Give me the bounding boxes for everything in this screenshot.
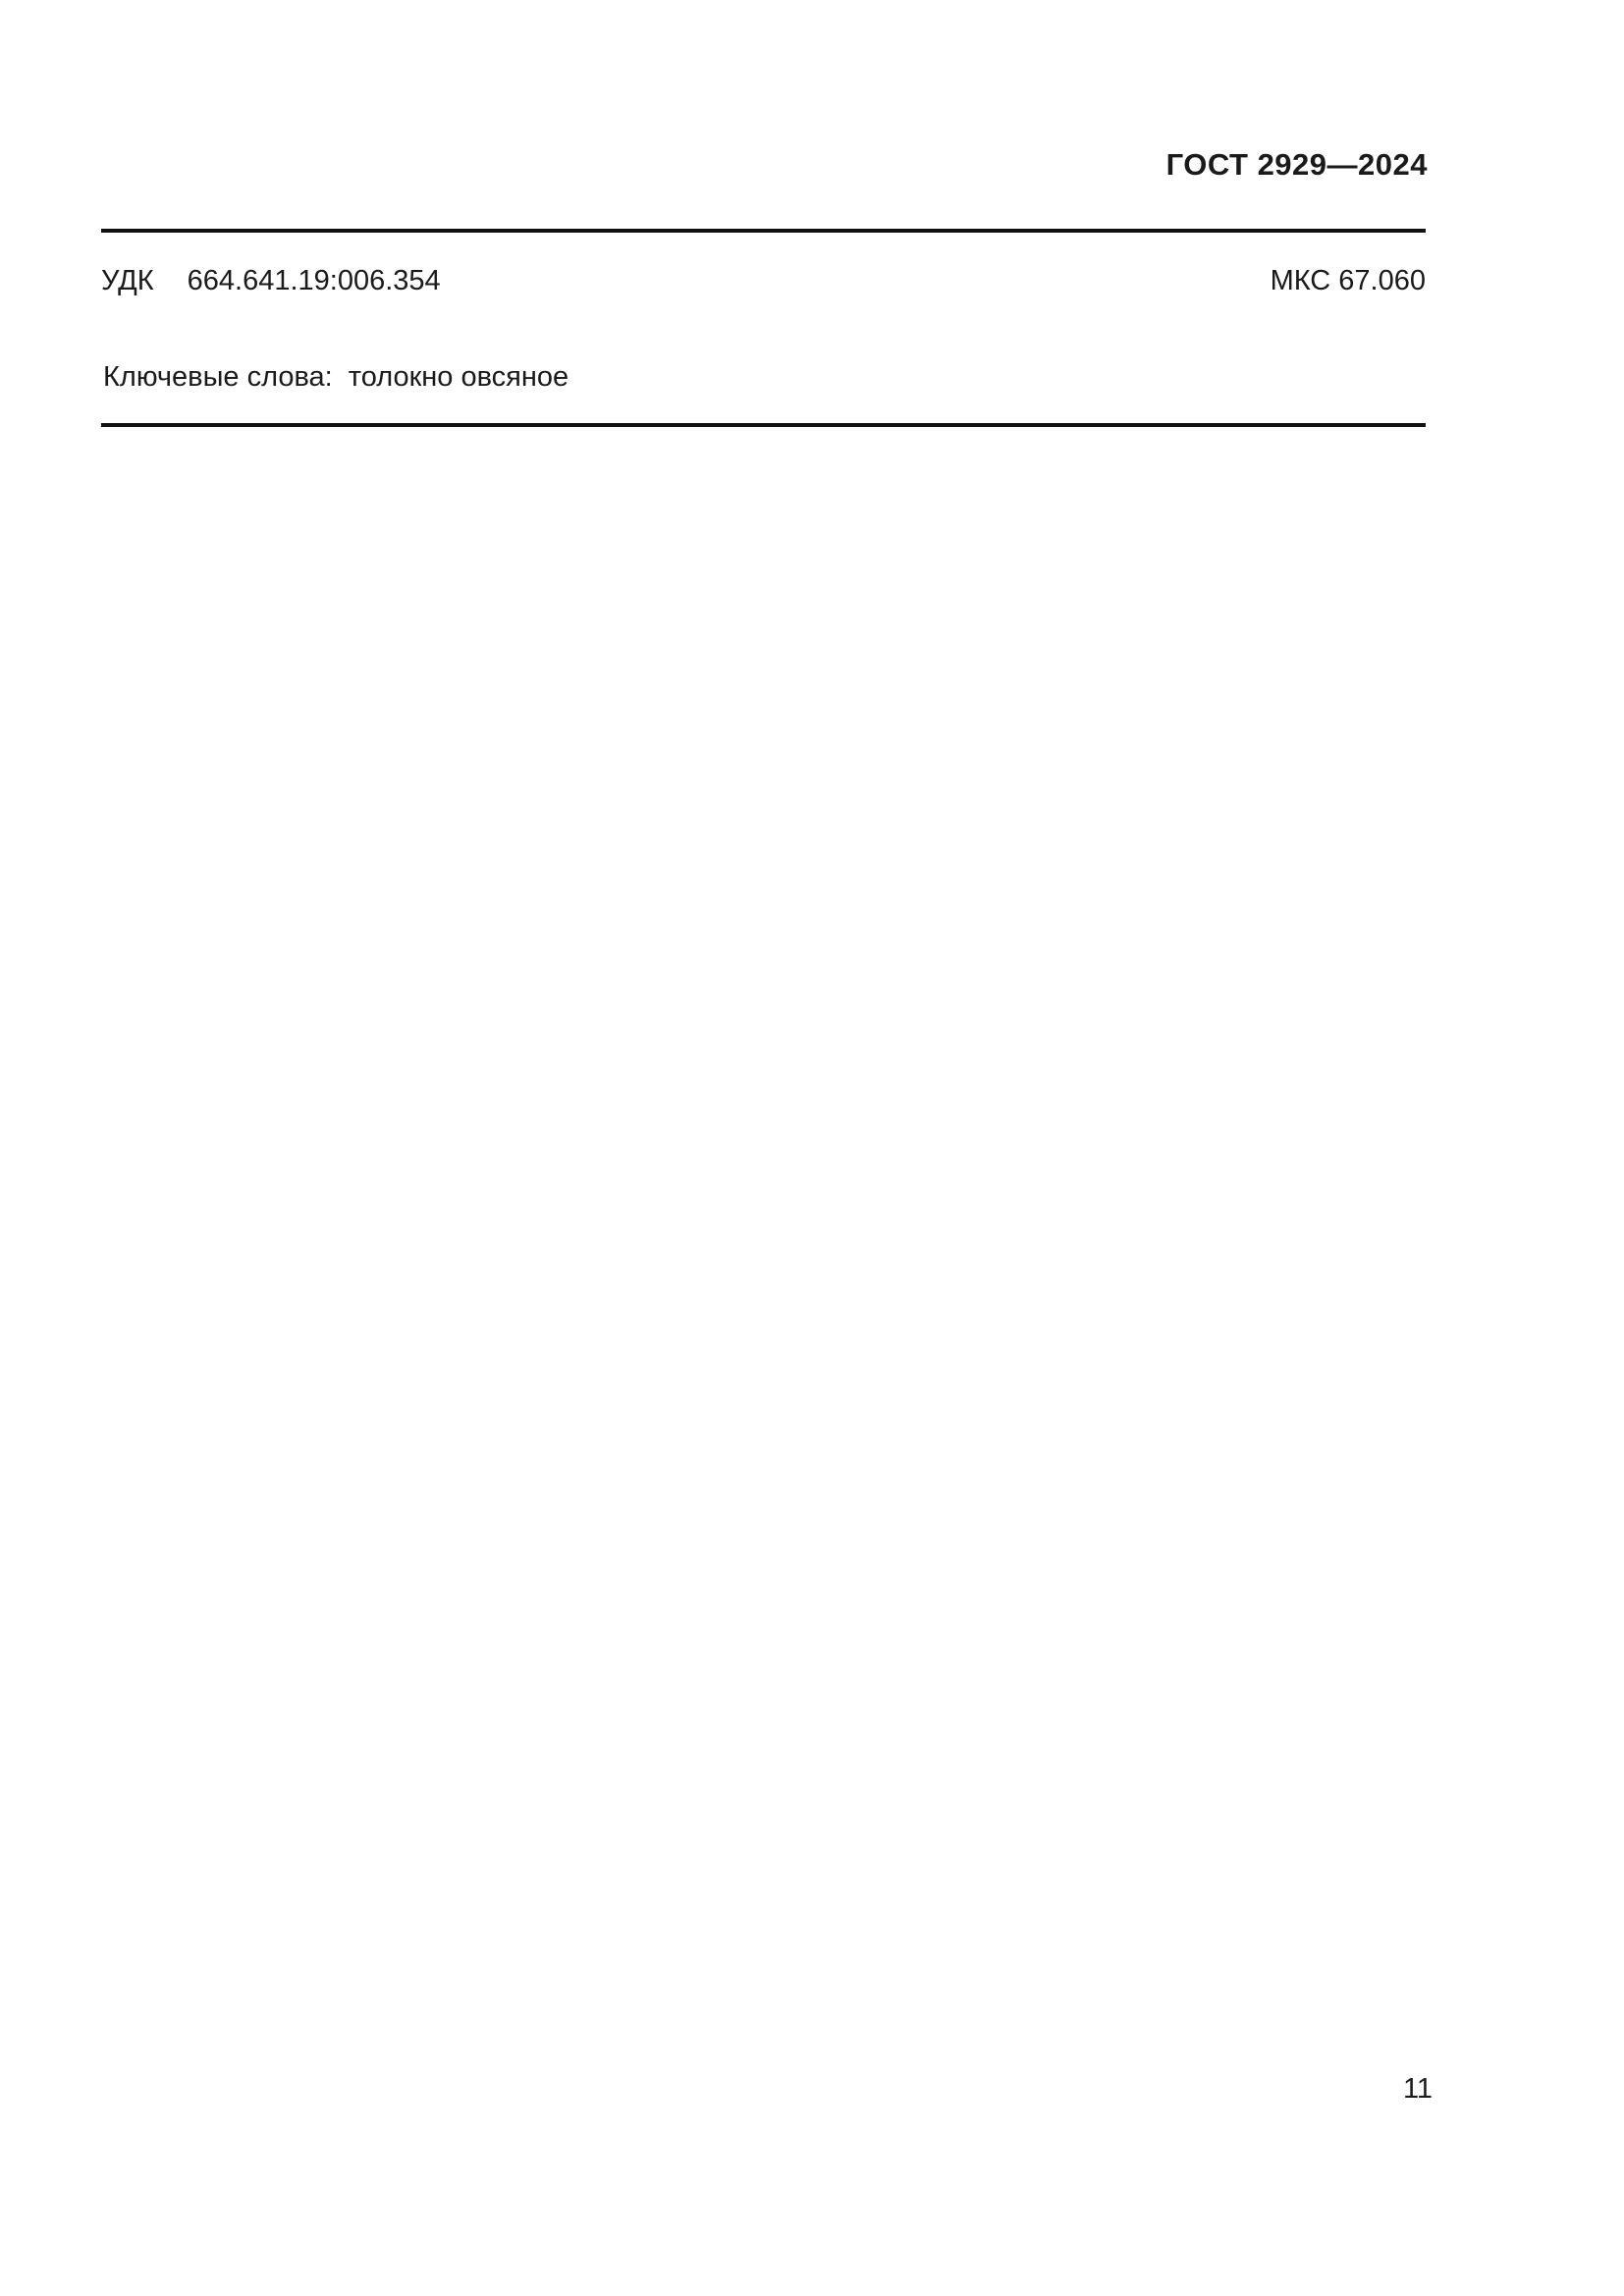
- udk-label: УДК: [101, 265, 154, 296]
- udk-code: [101, 265, 441, 297]
- keywords-value: толокно овсяное: [348, 361, 569, 393]
- horizontal-rule-bottom: [101, 423, 1426, 427]
- udk-value: 664.641.19:006.354: [187, 265, 441, 296]
- mks-code: МКС 67.060: [1270, 265, 1426, 296]
- keywords-row: [103, 361, 568, 394]
- page-number: 11: [1402, 2073, 1434, 2105]
- standard-designation-header: ГОСТ 2929—2024: [1165, 147, 1428, 182]
- keywords-label: Ключевые слова:: [103, 361, 333, 393]
- horizontal-rule-top: [101, 229, 1426, 233]
- classification-codes-row: [101, 265, 1426, 297]
